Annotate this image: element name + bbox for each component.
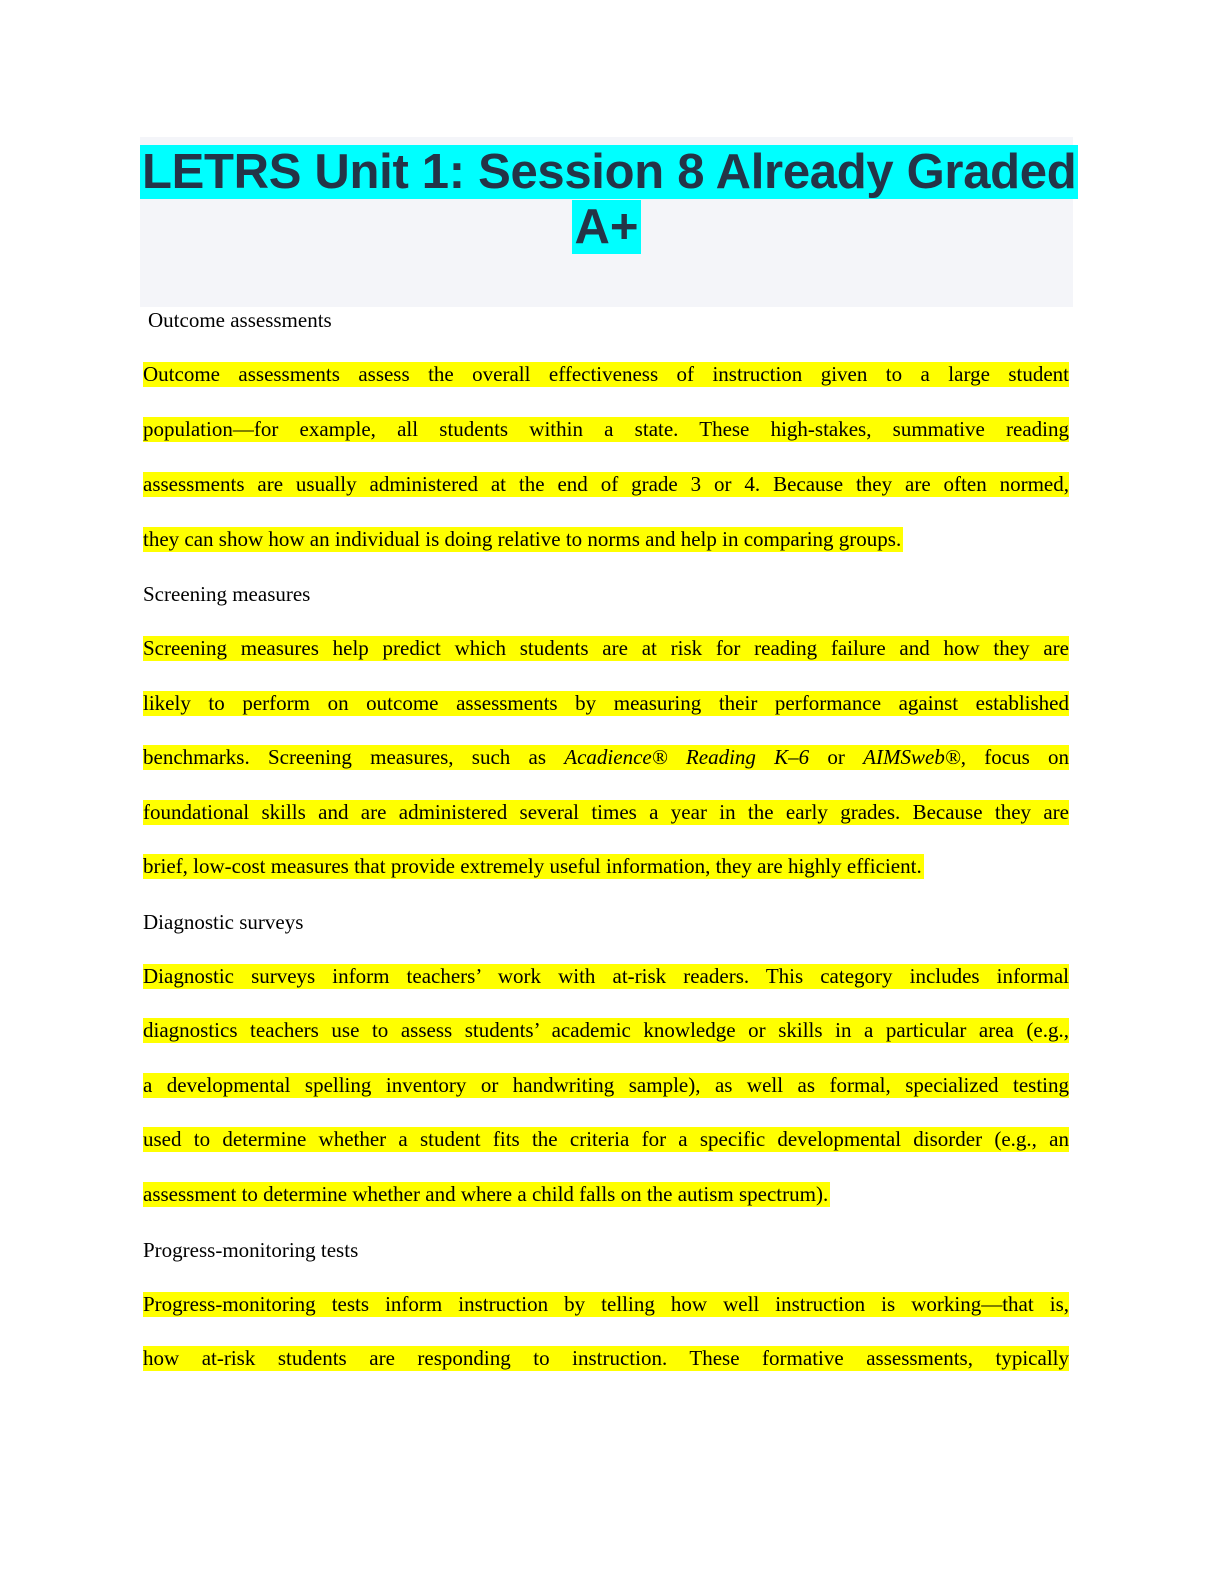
document-title-line-2: A+ — [574, 200, 639, 254]
document-title-grade — [140, 199, 1073, 255]
paragraph-line: Screening measures help predict which students are at risk for reading failure and how they are — [143, 636, 1069, 660]
line-text: benchmarks. Screening measures, such as — [143, 745, 565, 769]
section-heading-screening-measures: Screening measures — [143, 582, 311, 606]
paragraph-line: assessment to determine whether and where a child falls on the autism spectrum). — [143, 1182, 829, 1206]
paragraph-line: foundational skills and are administered several times a year in the early grades. Because they are — [143, 800, 1069, 824]
document-title-line-1: LETRS Unit 1: Session 8 Already Graded — [142, 145, 1077, 199]
line-text: or — [827, 745, 864, 769]
paragraph-line: used to determine whether a student fits the criteria for a specific developmental disorder (e.g., an — [143, 1127, 1069, 1151]
paragraph-line: diagnostics teachers use to assess students’ academic knowledge or skills in a particular area (e.g., — [143, 1018, 1069, 1042]
paragraph-line: assessments are usually administered at the end of grade 3 or 4. Because they are often normed, — [143, 472, 1069, 496]
section-heading-progress-monitoring-tests: Progress-monitoring tests — [143, 1238, 359, 1262]
paragraph-line: a developmental spelling inventory or handwriting sample), as well as formal, specialized testing — [143, 1073, 1069, 1097]
product-name-aimsweb: AIMSweb® — [863, 745, 961, 769]
paragraph-line: how at-risk students are responding to instruction. These formative assessments, typically — [143, 1346, 1069, 1370]
section-heading-outcome-assessments: Outcome assessments — [148, 308, 332, 332]
paragraph-line: likely to perform on outcome assessments by measuring their performance against established — [143, 691, 1069, 715]
line-text: , focus on — [960, 745, 1069, 769]
section-heading-diagnostic-surveys: Diagnostic surveys — [143, 910, 304, 934]
title-block — [140, 137, 1077, 307]
document-title — [140, 144, 1077, 200]
paragraph-line: population—for example, all students within a state. These high-stakes, summative reading — [143, 417, 1069, 441]
product-name-acadience: Acadience® Reading K–6 — [564, 745, 810, 769]
paragraph-line-with-product-names — [143, 745, 1069, 770]
paragraph-line: Progress-monitoring tests inform instruction by telling how well instruction is working—that is, — [143, 1292, 1069, 1316]
paragraph-line: Outcome assessments assess the overall effectiveness of instruction given to a large student — [143, 362, 1069, 386]
paragraph-line: Diagnostic surveys inform teachers’ work with at-risk readers. This category includes informal — [143, 964, 1069, 988]
paragraph-line: they can show how an individual is doing relative to norms and help in comparing groups. — [143, 527, 902, 551]
paragraph-line: brief, low-cost measures that provide extremely useful information, they are highly efficient. — [143, 854, 922, 878]
